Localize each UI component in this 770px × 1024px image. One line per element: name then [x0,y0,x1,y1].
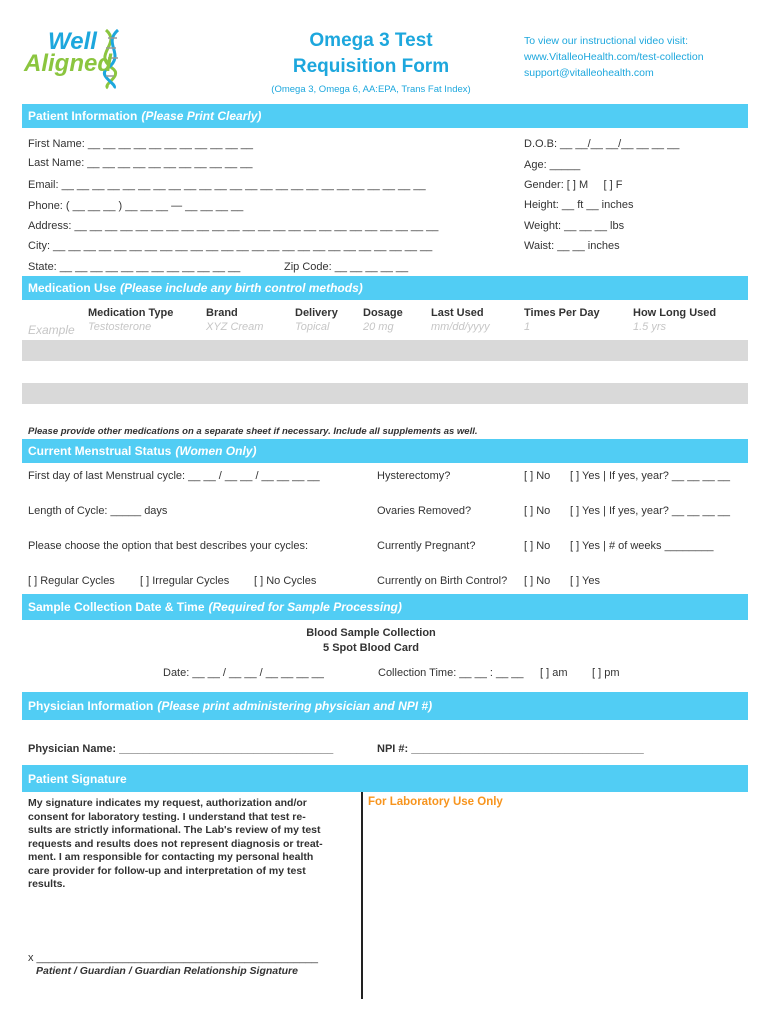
zip-field[interactable]: Zip Code: __ __ __ __ __ [284,261,409,273]
birth-control-label: Currently on Birth Control? [377,575,508,587]
address-field[interactable]: Address: __ __ __ __ __ __ __ __ __ __ __ __ __ __ __ __ __ __ __ __ __ __ __ __ [28,220,439,232]
sample-line-2: 5 Spot Blood Card [323,642,419,654]
last-name-field[interactable]: Last Name: __ __ __ __ __ __ __ __ __ __ __ [28,157,253,169]
medication-row-2[interactable] [22,362,748,383]
consent-line: care provider for follow-up and interpretation of my test [28,864,306,877]
email-field[interactable]: Email: __ __ __ __ __ __ __ __ __ __ __ __ __ __ __ __ __ __ __ __ __ __ __ __ [28,179,426,191]
medication-footnote: Please provide other medications on a separate sheet if necessary. Include all supplements as well. [28,426,478,437]
consent-line: sults are strictly informational. The Lab's review of my test [28,824,321,836]
ovaries-yes-checkbox[interactable]: [ ] Yes | If yes, year? __ __ __ __ [570,505,731,517]
signature-header [22,765,748,792]
example-times: 1 [524,321,531,333]
menstrual-header [22,439,748,463]
form-title-line2: Requisition Form [292,56,450,77]
col-brand: Brand [206,307,238,319]
example-last-used: mm/dd/yyyy [431,321,490,333]
logo-word-2: Aligned [24,50,112,77]
age-field[interactable]: Age: _____ [524,159,581,171]
signature-divider [361,792,363,999]
patient-info-title: Patient Information [28,109,138,123]
birth-control-no-checkbox[interactable]: [ ] No [524,575,551,587]
hysterectomy-label: Hysterectomy? [377,470,451,482]
col-how-long-used: How Long Used [633,307,717,319]
cycle-length-field[interactable]: Length of Cycle: _____ days [28,505,168,517]
consent-line: My signature indicates my request, authorization and/or [28,797,307,809]
consent-line: ment. I am responsible for contacting my personal health [28,851,314,863]
medication-row-3[interactable] [22,383,748,404]
height-field[interactable]: Height: __ ft __ inches [524,199,634,211]
contact-video-link[interactable]: www.VitalleoHealth.com/test-collection [524,51,704,63]
col-last-used: Last Used [431,307,484,319]
physician-name-field[interactable]: Physician Name: ___________________________________ [28,743,334,755]
hysterectomy-no-checkbox[interactable]: [ ] No [524,470,551,482]
example-brand: XYZ Cream [206,321,264,333]
pregnant-no-checkbox[interactable]: [ ] No [524,540,551,552]
city-field[interactable]: City: __ __ __ __ __ __ __ __ __ __ __ __ __ __ __ __ __ __ __ __ __ __ __ __ __ [28,240,433,252]
col-times-per-day: Times Per Day [524,307,600,319]
first-name-field[interactable]: First Name: __ __ __ __ __ __ __ __ __ __ __ [28,138,254,150]
birth-control-yes-checkbox[interactable]: [ ] Yes [570,575,600,587]
physician-note: (Please print administering physician and NPI #) [157,699,433,713]
form-title-line1: Omega 3 Test [309,30,433,51]
patient-info-header [22,104,748,128]
signature-title: Patient Signature [28,771,127,786]
medication-row-1[interactable] [22,340,748,361]
medication-header [22,276,748,300]
example-label: Example [28,323,75,337]
am-checkbox[interactable]: [ ] am [540,667,568,679]
physician-header [22,692,748,720]
pm-checkbox[interactable]: [ ] pm [592,667,620,679]
sample-title: Sample Collection Date & Time [28,600,205,614]
contact-instructions: To view our instructional video visit: [524,35,688,47]
pregnant-label: Currently Pregnant? [377,540,476,552]
col-medication-type: Medication Type [88,307,174,319]
ovaries-label: Ovaries Removed? [377,505,472,517]
weight-field[interactable]: Weight: __ __ __ lbs [524,220,625,232]
waist-field[interactable]: Waist: __ __ inches [524,240,620,252]
consent-line: requests and results does not represent diagnosis or treat- [28,837,323,850]
irregular-cycles-checkbox[interactable]: [ ] Irregular Cycles [140,575,230,587]
contact-email-link[interactable]: support@vitalleohealth.com [524,67,654,79]
menstrual-note: (Women Only) [175,444,257,458]
collection-time-field[interactable]: Collection Time: __ __ : __ __ [378,667,524,679]
gender-field[interactable]: Gender: [ ] M [ ] F [524,179,623,191]
medication-title: Medication Use [28,281,117,295]
menstrual-title: Current Menstrual Status [28,444,172,458]
phone-field[interactable]: Phone: ( __ __ __ ) __ __ __ — __ __ __ __ [28,200,244,212]
pregnant-yes-checkbox[interactable]: [ ] Yes | # of weeks ________ [570,540,714,552]
ovaries-no-checkbox[interactable]: [ ] No [524,505,551,517]
no-cycles-checkbox[interactable]: [ ] No Cycles [254,575,317,587]
npi-field[interactable]: NPI #: ______________________________________ [377,743,644,755]
consent-line: consent for laboratory testing. I understand that test re- [28,810,306,823]
dob-field[interactable]: D.O.B: __ __/__ __/__ __ __ __ [524,138,680,150]
state-field[interactable]: State: __ __ __ __ __ __ __ __ __ __ __ __ [28,261,241,273]
signature-line[interactable]: x ______________________________________________ [28,952,318,964]
patient-info-note: (Please Print Clearly) [141,109,262,123]
col-delivery: Delivery [295,307,338,319]
collection-date-field[interactable]: Date: __ __ / __ __ / __ __ __ __ [163,667,324,679]
consent-line: results. [28,878,66,890]
example-type: Testosterone [88,321,152,333]
example-how-long: 1.5 yrs [633,321,667,333]
hysterectomy-yes-checkbox[interactable]: [ ] Yes | If yes, year? __ __ __ __ [570,470,731,482]
lab-use-label: For Laboratory Use Only [368,796,503,808]
example-delivery: Topical [295,321,330,333]
col-dosage: Dosage [363,307,403,319]
cycle-choose-label: Please choose the option that best describes your cycles: [28,540,309,552]
consent-text [28,797,323,892]
logo-word-1: Well [48,28,97,55]
regular-cycles-checkbox[interactable]: [ ] Regular Cycles [28,575,115,587]
first-day-field[interactable]: First day of last Menstrual cycle: __ __ / __ __ / __ __ __ __ [28,470,320,482]
physician-title: Physician Information [28,699,154,713]
form-subtitle: (Omega 3, Omega 6, AA:EPA, Trans Fat Index) [271,84,471,95]
medication-note: (Please include any birth control methods) [120,281,363,295]
medication-row-4[interactable] [22,405,748,425]
sample-line-1: Blood Sample Collection [306,627,436,639]
sample-header [22,594,748,620]
sample-note: (Required for Sample Processing) [208,600,402,614]
example-dosage: 20 mg [363,321,394,333]
signature-caption: Patient / Guardian / Guardian Relationship Signature [36,965,298,977]
